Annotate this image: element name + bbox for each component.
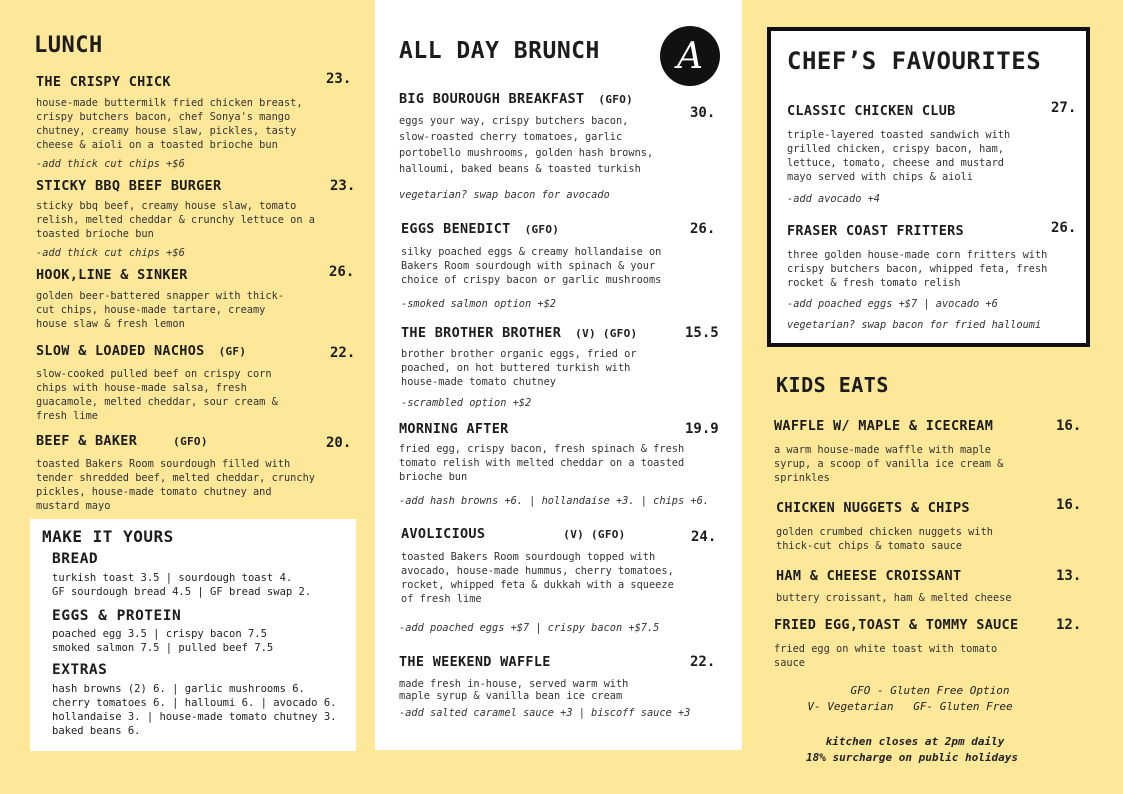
make-it-yours-title: MAKE IT YOURS: [42, 527, 174, 546]
bread-heading: BREAD: [52, 551, 99, 567]
item-description: a warm house-made waffle with maple syrup, a scoop of vanilla ice cream & sprinkles: [774, 444, 1004, 484]
item-dietary-tag: (V) (GFO): [563, 528, 626, 541]
item-name-text: SLOW & LOADED NACHOS: [36, 343, 205, 359]
menu-item-fraser-coast-fritters: [787, 220, 1082, 331]
chefs-favourites-panel: [767, 27, 1090, 347]
item-description: house-made buttermilk fried chicken breast, crispy butchers bacon, chef Sonya's mango chutney, creamy house slaw, pickles, tasty cheese & aioli on a toasted brioche bun: [36, 97, 303, 151]
item-description: golden beer-battered snapper with thick-cut chips, house-made tartare, creamy house slaw & fresh lemon: [36, 290, 284, 330]
menu-item-nachos: [36, 343, 356, 423]
item-price: 26.: [1051, 220, 1077, 236]
extras-line: cherry tomatoes 6. | halloumi 6. | avocado 6.: [52, 697, 337, 709]
eggs-line: poached egg 3.5 | crispy bacon 7.5: [52, 628, 267, 640]
item-dietary-tag: (GFO): [524, 223, 560, 236]
brunch-title: ALL DAY BRUNCH: [399, 38, 600, 64]
dietary-legend-line: V- Vegetarian GF- Gluten Free: [807, 700, 1013, 713]
bread-line: GF sourdough bread 4.5 | GF bread swap 2.: [52, 586, 312, 598]
item-name: [36, 433, 356, 449]
item-price: 30.: [690, 105, 716, 121]
brand-logo: [660, 26, 720, 86]
item-price: 23.: [326, 71, 352, 87]
item-name: WAFFLE W/ MAPLE & ICECREAM: [774, 418, 994, 434]
item-dietary-tag: (GF): [218, 345, 247, 358]
item-description: golden crumbed chicken nuggets with thick-cut chips & tomato sauce: [776, 526, 993, 552]
item-name-text: AVOLICIOUS: [401, 526, 486, 542]
item-name: FRIED EGG,TOAST & TOMMY SAUCE: [774, 617, 1019, 633]
menu-item-weekend-waffle: [399, 654, 739, 719]
item-name: [401, 526, 736, 542]
item-note: -add avocado +4: [787, 193, 880, 205]
item-price: 26.: [690, 221, 716, 237]
logo-letter: A: [677, 35, 703, 77]
item-price: 15.5: [685, 325, 719, 341]
item-name-text: BIG BOUROUGH BREAKFAST: [399, 91, 585, 107]
item-price: 22.: [690, 654, 716, 670]
item-description: sticky bbq beef, creamy house slaw, tomato relish, melted cheddar & crunchy lettuce on a toasted brioche bun: [36, 200, 315, 240]
item-description: triple-layered toasted sandwich with grilled chicken, crispy bacon, ham, lettuce, tomato, cheese and mustard mayo served with chips & aioli: [787, 129, 1011, 183]
item-price: 20.: [326, 435, 352, 451]
item-description: buttery croissant, ham & melted cheese: [776, 592, 1012, 604]
surcharge-note: 18% surcharge on public holidays: [806, 751, 1018, 764]
menu-item-brother-brother: [401, 325, 736, 409]
extras-line: hash browns (2) 6. | garlic mushrooms 6.: [52, 683, 305, 695]
extras-heading: EXTRAS: [52, 662, 108, 678]
menu-item-beef-baker: [36, 433, 356, 513]
lunch-title: LUNCH: [34, 33, 103, 58]
item-description: made fresh in-house, served warm with maple syrup & vanilla bean ice cream: [399, 678, 629, 702]
item-price: 23.: [330, 178, 356, 194]
item-name: CHICKEN NUGGETS & CHIPS: [776, 500, 970, 516]
item-price: 27.: [1051, 100, 1077, 116]
item-name: THE WEEKEND WAFFLE: [399, 654, 551, 670]
item-name: MORNING AFTER: [399, 421, 509, 437]
item-description: slow-cooked pulled beef on crispy corn chips with house-made salsa, fresh guacamole, melted cheddar, sour cream & fresh lime: [36, 368, 278, 422]
extras-line: baked beans 6.: [52, 725, 141, 737]
dietary-legend-line: GFO - Gluten Free Option: [850, 684, 1010, 697]
menu-item-eggs-benedict: [401, 221, 736, 310]
item-price: 19.9: [685, 421, 719, 437]
item-name: [36, 343, 356, 359]
item-description: silky poached eggs & creamy hollandaise on Bakers Room sourdough with spinach & your choice of crispy bacon or garlic mushrooms: [401, 246, 662, 286]
item-note: -add salted caramel sauce +3 | biscoff sauce +3: [399, 707, 691, 719]
item-price: 12.: [1056, 617, 1082, 633]
item-description: fried egg, crispy bacon, fresh spinach & fresh tomato relish with melted cheddar on a toasted brioche bun: [399, 443, 685, 483]
item-name: STICKY BBQ BEEF BURGER: [36, 178, 222, 194]
item-description: toasted Bakers Room sourdough filled with tender shredded beef, melted cheddar, crunchy pickles, house-made tomato chutney and mustard mayo: [36, 458, 315, 512]
item-description: eggs your way, crispy butchers bacon, slow-roasted cherry tomatoes, garlic portobello mushrooms, golden hash browns, halloumi, baked beans & toasted turkish: [399, 115, 654, 175]
bread-line: turkish toast 3.5 | sourdough toast 4.: [52, 572, 293, 584]
item-description: three golden house-made corn fritters with crispy butchers bacon, whipped feta, fresh rocket & fresh tomato relish: [787, 249, 1048, 289]
item-note: -add poached eggs +$7 | crispy bacon +$7.5: [399, 622, 660, 634]
item-dietary-tag: (V) (GFO): [575, 327, 638, 340]
item-name-text: EGGS BENEDICT: [401, 221, 511, 237]
item-dietary-tag: (GFO): [173, 435, 208, 448]
menu-item-kids-croissant: [776, 568, 1086, 605]
menu-item-big-breakfast: [399, 91, 734, 201]
item-description: fried egg on white toast with tomato sauce: [774, 643, 998, 669]
item-price: 13.: [1056, 568, 1082, 584]
item-name: FRASER COAST FRITTERS: [787, 223, 964, 239]
item-note: -add hash browns +6. | hollandaise +3. | chips +6.: [399, 495, 709, 507]
menu-item-morning-after: [399, 421, 739, 507]
chefs-favourites-title: CHEF’S FAVOURITES: [787, 47, 1042, 75]
item-note: -smoked salmon option +$2: [401, 298, 556, 310]
item-name-text: BEEF & BAKER: [36, 433, 138, 449]
kitchen-hours-note: kitchen closes at 2pm daily: [825, 735, 1005, 748]
menu-item-avolicious: [401, 526, 736, 634]
item-name-text: THE BROTHER BROTHER: [401, 325, 562, 341]
item-name: HOOK,LINE & SINKER: [36, 267, 188, 283]
extras-line: hollandaise 3. | house-made tomato chutney 3.: [52, 711, 337, 723]
menu-item-kids-fried-egg: [774, 617, 1084, 670]
item-note: -scrambled option +$2: [401, 397, 532, 409]
item-note: vegetarian? swap bacon for avocado: [399, 189, 610, 201]
item-price: 26.: [329, 264, 355, 280]
kids-eats-title: KIDS EATS: [776, 373, 889, 397]
item-dietary-tag: (GFO): [598, 93, 634, 106]
item-description: toasted Bakers Room sourdough topped with avocado, house-made hummus, cherry tomatoes, rocket, whipped feta & dukkah with a squeeze of fresh lime: [401, 551, 674, 605]
menu-item-kids-waffle: [774, 418, 1084, 485]
eggs-line: smoked salmon 7.5 | pulled beef 7.5: [52, 642, 274, 654]
item-note-vegetarian: vegetarian? swap bacon for fried halloumi: [787, 319, 1042, 331]
item-name: CLASSIC CHICKEN CLUB: [787, 103, 956, 119]
item-name: HAM & CHEESE CROISSANT: [776, 568, 962, 584]
menu-item-kids-nuggets: [776, 497, 1086, 553]
item-description: brother brother organic eggs, fried or poached, on hot buttered turkish with house-made tomato chutney: [401, 348, 637, 388]
item-note: -add poached eggs +$7 | avocado +6: [787, 298, 998, 310]
item-price: 22.: [330, 345, 356, 361]
menu-item-hook-line-sinker: [36, 264, 356, 331]
item-note: -add thick cut chips +$6: [36, 158, 185, 170]
menu-item-crispy-chick: [36, 71, 356, 170]
make-it-yours-panel: [30, 519, 356, 751]
eggs-protein-heading: EGGS & PROTEIN: [52, 608, 182, 624]
item-name: [401, 221, 736, 237]
item-name: [399, 91, 734, 107]
item-note: -add thick cut chips +$6: [36, 247, 185, 259]
item-price: 24.: [691, 529, 717, 545]
menu-item-chicken-club: [787, 100, 1082, 205]
brunch-panel: [375, 0, 742, 750]
item-name: THE CRISPY CHICK: [36, 74, 171, 90]
item-price: 16.: [1056, 497, 1082, 513]
menu-item-bbq-burger: [36, 178, 356, 259]
item-price: 16.: [1056, 418, 1082, 434]
